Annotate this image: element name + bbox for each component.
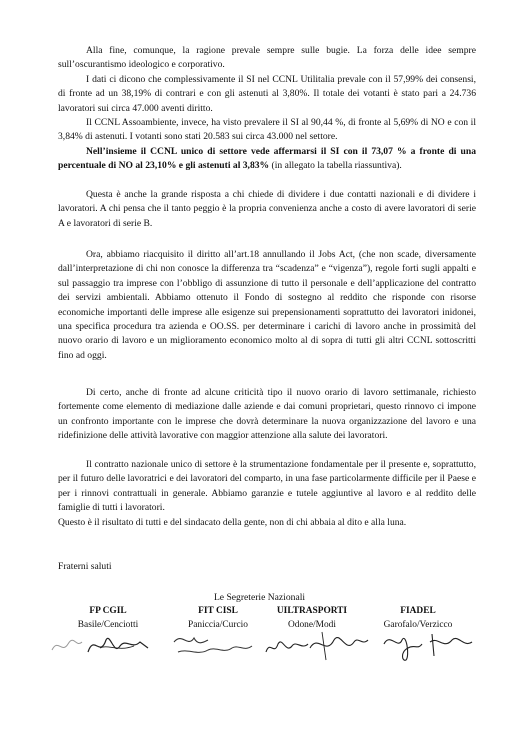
- signers-fiadel: Garofalo/Verzicco: [383, 620, 453, 630]
- totals-bold-text: Nell’insieme il CCNL unico di settore vede affermarsi il SI con il 73,07 % a fronte di una percentuale di NO al 23,10% e gli astenuti al 3,83%: [58, 146, 476, 172]
- signature-fiadel: [378, 626, 478, 664]
- paragraph-response: Questa è anche la grande risposta a chi chiede di dividere i due contatti nazionali e di dividere i lavoratori. A chi pensa che il tanto peggio è la propria convenienza anche a costo di avere lavoratori di serie A e lavoratori di serie B.: [58, 189, 476, 229]
- signers-fp-cgil: Basile/Cenciotti: [77, 620, 139, 630]
- paragraph-national-contract: Il contratto nazionale unico di settore è la strumentazione fondamentale per il presente e, soprattutto, per il futuro delle lavoratrici e dei lavoratori del comparto, in una fase particolarmente difficile per il Paese e per i rinnovi contrattuali in generale. Abbiamo garanzie e tutele aggiuntive al lavoro e al reddito delle famiglie di tutti i lavoratori.: [58, 459, 476, 514]
- org-fiadel: FIADEL: [400, 606, 436, 616]
- signature-fit-cisl: [168, 628, 268, 662]
- paragraph-assoambiente: Il CCNL Assoambiente, invece, ha visto prevalere il SI al 90,44 %, di fronte al 5,69% di NO e con il 3,84% di astenuti. I votanti sono stati 20.583 sui circa 43.000 nel settore.: [58, 117, 476, 143]
- paragraph-intro: Alla fine, comunque, la ragione prevale sempre sulle bugie. La forza delle idee sempre sull’oscurantismo ideologico e corporativo.: [58, 45, 476, 71]
- totals-tail-text: (in allegato la tabella riassuntiva).: [269, 160, 402, 172]
- signature-fp-cgil: [48, 628, 158, 662]
- signature-uiltrasporti: [262, 626, 372, 662]
- signatures-header: Le Segreterie Nazionali: [213, 592, 306, 603]
- paragraph-totals: [58, 145, 476, 174]
- signers-uiltrasporti: Odone/Modi: [288, 620, 336, 630]
- paragraph-criticalities: Di certo, anche di fronte ad alcune criticità tipo il nuovo orario di lavoro settimanale, richiesto fortemente come elemento di mediazione dalle aziende e dai comuni proprietari, questo rinnovo ci impone un confronto importante con le imprese che dovrà determinare la nuova organizzazione del lavoro e una ridefinizione delle attività lavorative con maggior attenzione alla salute dei lavoratori.: [58, 387, 476, 442]
- closing-greeting: Fraterni saluti: [58, 561, 112, 572]
- paragraph-utilitalia: I dati ci dicono che complessivamente il SI nel CCNL Utilitalia prevale con il 57,99% dei consensi, di fronte ad un 38,19% di contrari e con gli astenuti al 3,80%. Il totale dei votanti è stato pari a 24.736 lavoratori sui circa 47.000 aventi diritto.: [58, 74, 476, 114]
- paragraph-achievements: Ora, abbiamo riacquisito il diritto all’art.18 annullando il Jobs Act, (che non scade, diversamente dall’interpretazione di chi non conosce la differenza tra “scadenza” e “vigenza”), regole forti sugli appalti e sul passaggio tra imprese con l’obbligo di assunzione di tutto il personale e dell’applicazione del contratto dei servizi ambientali. Abbiamo ottenuto il Fondo di sostegno al reddito che risponde con risorse economiche importanti delle imprese alle esigenze sui prepensionamenti soprattutto dei lavoratori inidonei, una specifica procedura tra azienda e OO.SS. per determinare i carichi di lavoro anche in prossimità del nuovo orario di lavoro e un miglioramento economico molto al di sopra di tutti gli altri CCNL sottoscritti fino ad oggi.: [58, 249, 476, 361]
- paragraph-result: Questo è il risultato di tutti e del sindacato della gente, non di chi abbaia al dito e alla luna.: [58, 517, 407, 528]
- org-fp-cgil: FP CGIL: [89, 606, 127, 616]
- org-fit-cisl: FIT CISL: [198, 606, 238, 616]
- org-uiltrasporti: UILTRASPORTI: [276, 606, 348, 616]
- signers-fit-cisl: Paniccia/Curcio: [188, 620, 248, 630]
